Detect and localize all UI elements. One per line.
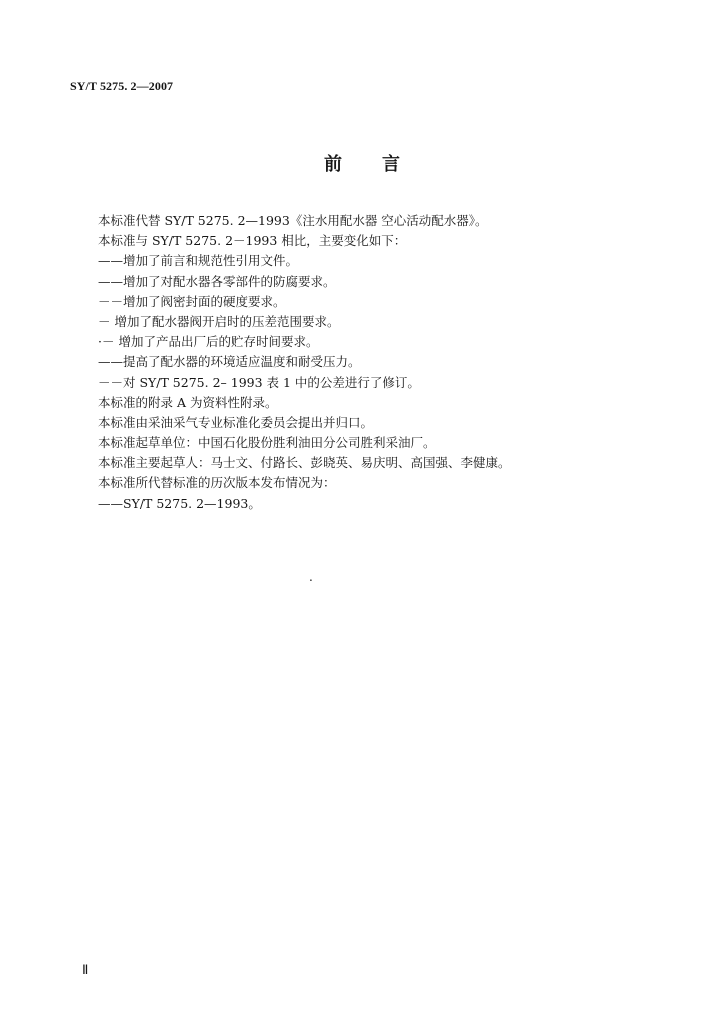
standard-code: SY/T 5275. 2—2007	[70, 79, 174, 93]
body-line: ——增加了对配水器各零部件的防腐要求。	[98, 273, 336, 289]
title-char-2: 言	[382, 154, 400, 175]
body-line: 本标准与 SY/T 5275. 2－1993 相比，主要变化如下：	[98, 233, 407, 249]
title-char-1: 前	[324, 154, 342, 175]
page-number: Ⅱ	[82, 962, 89, 977]
body-line: 本标准由采油采气专业标准化委员会提出并归口。	[98, 414, 374, 430]
body-line: 本标准的附录 A 为资料性附录。	[98, 394, 278, 410]
body-line: －－增加了阀密封面的硬度要求。	[98, 293, 286, 309]
body-line: ——增加了前言和规范性引用文件。	[98, 253, 299, 269]
stray-mark: .	[309, 570, 313, 584]
foreword-body	[98, 211, 658, 514]
body-line: 本标准主要起草人：马士文、付路长、彭晓英、易庆明、高国强、李健康。	[98, 455, 511, 471]
body-line: ——SY/T 5275. 2—1993。	[98, 495, 261, 511]
body-line: ·－ 增加了产品出厂后的贮存时间要求。	[98, 334, 319, 350]
body-line: －－对 SY/T 5275. 2– 1993 表 1 中的公差进行了修订。	[98, 374, 420, 390]
page-title	[0, 150, 724, 176]
body-line: 本标准起草单位：中国石化股份胜利油田分公司胜利采油厂。	[98, 435, 436, 451]
body-line: ——提高了配水器的环境适应温度和耐受压力。	[98, 354, 361, 370]
body-line: － 增加了配水器阀开启时的压差范围要求。	[98, 313, 340, 329]
body-line: 本标准代替 SY/T 5275. 2—1993《注水用配水器 空心活动配水器》。	[98, 213, 488, 228]
body-line: 本标准所代替标准的历次版本发布情况为：	[98, 475, 336, 491]
